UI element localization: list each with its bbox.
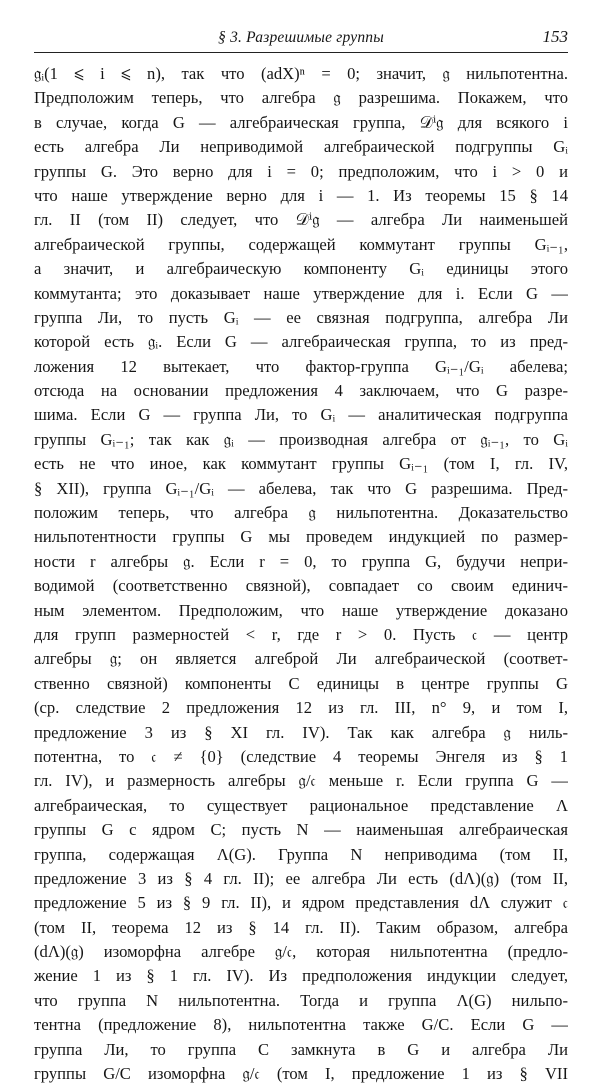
body-text: [34, 62, 568, 1086]
text-line: предложение 3 из § 4 гл. II); ее алгебра Ли есть (dΛ)(𝔤) (том II,: [34, 868, 568, 888]
text-line: есть алгебра Ли неприводимой алгебраической подгруппы Gᵢ: [34, 137, 568, 157]
text-line: которой есть 𝔤ᵢ. Если G — алгебраическая группа, то из пред-: [34, 332, 568, 352]
text-line: алгебры 𝔤; он является алгеброй Ли алгебраической (соответ-: [34, 649, 568, 669]
text-line: группы G. Это верно для i = 0; предположим, что i > 0 и: [34, 161, 568, 181]
text-line: шима. Если G — группа Ли, то Gᵢ — аналитическая подгруппа: [34, 405, 568, 425]
text-line: нильпотентности группы G мы проведем индукцией по размер-: [34, 527, 568, 547]
text-line: (ср. следствие 2 предложения 12 из гл. III, n° 9, и том I,: [34, 698, 568, 718]
text-line: для групп размерностей < r, где r > 0. Пусть 𝔠 — центр: [34, 624, 568, 644]
text-line: группы G с ядром C; пусть N — наименьшая алгебраическая: [34, 820, 568, 840]
text-line: гл. II (том II) следует, что 𝒟ⁱ𝔤 — алгебра Ли наименьшей: [34, 210, 568, 230]
running-header: [34, 26, 568, 53]
text-line: § XII), группа Gᵢ₋₁/Gᵢ — абелева, так что G разрешима. Пред-: [34, 478, 568, 498]
text-line: ственно связной) компоненты C единицы в центре группы G: [34, 673, 568, 693]
text-line: группы Gᵢ₋₁; так как 𝔤ᵢ — производная алгебра от 𝔤ᵢ₋₁, то Gᵢ: [34, 429, 568, 449]
text-line: алгебраической группы, содержащей коммутант группы Gᵢ₋₁,: [34, 234, 568, 254]
text-line: группа, содержащая Λ(G). Группа N неприводима (том II,: [34, 844, 568, 864]
text-line: есть не что иное, как коммутант группы Gᵢ₋₁ (том I, гл. IV,: [34, 454, 568, 474]
text-line: алгебраическая, то существует рациональное представление Λ: [34, 795, 568, 815]
text-line: группа Ли, то группа C замкнута в G и алгебра Ли: [34, 1039, 568, 1059]
text-line: водимой (соответственно связной), совпадает со своим единич-: [34, 576, 568, 596]
text-line: жение 1 из § 1 гл. IV). Из предположения индукции следует,: [34, 966, 568, 986]
page-number: 153: [542, 27, 568, 46]
text-line: Предположим теперь, что алгебра 𝔤 разрешима. Покажем, что: [34, 88, 568, 108]
text-line: (dΛ)(𝔤) изоморфна алгебре 𝔤/𝔠, которая нильпотентна (предло-: [34, 942, 568, 962]
text-line: в случае, когда G — алгебраическая группа, 𝒟ⁱ𝔤 для всякого i: [34, 112, 568, 132]
text-line: тентна (предложение 8), нильпотентна также G/C. Если G —: [34, 1015, 568, 1035]
text-line: гл. IV), и размерность алгебры 𝔤/𝔠 меньше r. Если группа G —: [34, 771, 568, 791]
text-line: ным элементом. Предположим, что наше утверждение доказано: [34, 600, 568, 620]
text-line: потентна, то 𝔠 ≠ {0} (следствие 4 теоремы Энгеля из § 1: [34, 746, 568, 766]
text-line: (том II, теорема 12 из § 14 гл. II). Таким образом, алгебра: [34, 917, 568, 937]
text-line: ложения 12 вытекает, что фактор-группа Gᵢ₋₁/Gᵢ абелева;: [34, 356, 568, 376]
text-line: коммутанта; это доказывает наше утверждение для i. Если G —: [34, 283, 568, 303]
text-line: что группа N нильпотентна. Тогда и группа Λ(G) нильпо-: [34, 990, 568, 1010]
text-line: предложение 5 из § 9 гл. II), и ядром представления dΛ служит 𝔠: [34, 893, 568, 913]
text-line: предложение 3 из § XI гл. IV). Так как алгебра 𝔤 ниль-: [34, 722, 568, 742]
text-line: 𝔤ᵢ(1 ⩽ i ⩽ n), так что (adX)ⁿ = 0; значит, 𝔤 нильпотентна.: [34, 64, 568, 83]
text-line: а значит, и алгебраическую компоненту Gᵢ единицы этого: [34, 259, 568, 279]
text-line: группы G/C изоморфна 𝔤/𝔠 (том I, предложение 1 из § VII: [34, 1064, 568, 1084]
text-line: ности r алгебры 𝔤. Если r = 0, то группа G, будучи непри-: [34, 551, 568, 571]
text-line: положим теперь, что алгебра 𝔤 нильпотентна. Доказательство: [34, 503, 568, 523]
text-line: группа Ли, то пусть Gᵢ — ее связная подгруппа, алгебра Ли: [34, 307, 568, 327]
text-line: отсюда на основании предложения 4 заключаем, что G разре-: [34, 381, 568, 401]
section-title: § 3. Разрешимые группы: [218, 29, 384, 46]
text-line: что наше утверждение верно для i — 1. Из теоремы 15 § 14: [34, 185, 568, 205]
